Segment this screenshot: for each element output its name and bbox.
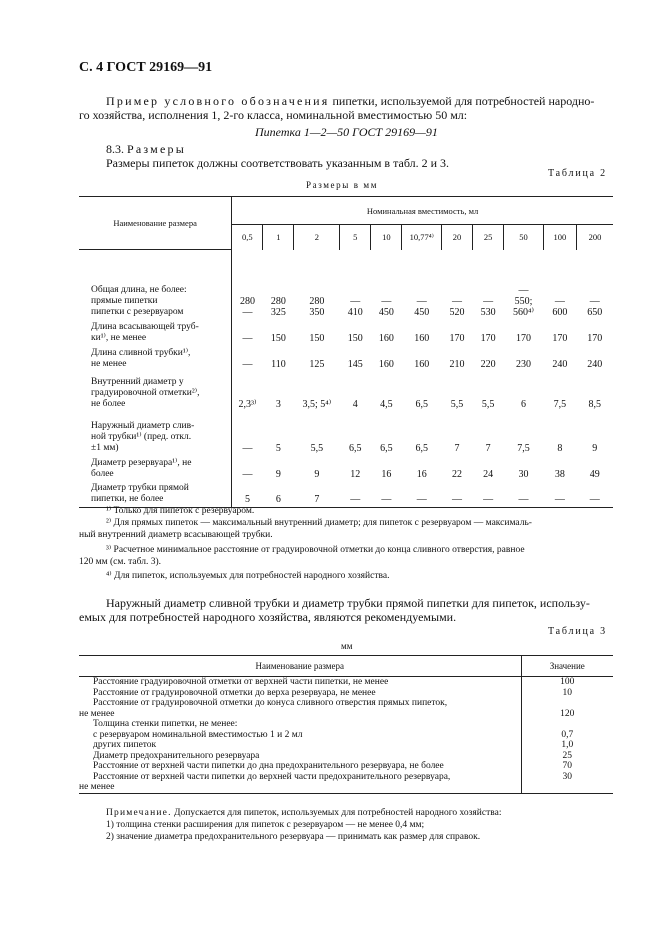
table3-row (79, 740, 613, 751)
table2-col-header: 200 (588, 232, 602, 243)
table2-cell: 6,5 (349, 442, 362, 454)
table2-row-name (79, 372, 232, 412)
table2-cell: 4 (352, 398, 358, 410)
table2-cell: 5,5 (450, 398, 464, 410)
table2-cell: 16 (381, 468, 392, 480)
table-2 (79, 196, 613, 508)
table2-cell: 8,5 (588, 398, 601, 410)
table2-cell: — 520 (449, 295, 465, 318)
section-number: 8.3. (106, 142, 124, 156)
table3-note-item-2: 2) значение диаметра предохранительного резервуара — принимать как размер для справок. (106, 832, 481, 842)
table2-cell: 210 (449, 358, 465, 370)
table2-row-name-line: не более (91, 398, 126, 409)
table3-row (79, 772, 613, 783)
table3-row-name: не менее (79, 709, 521, 720)
table2-cell: 240 (552, 358, 568, 370)
table2-cell: 7 (314, 494, 320, 505)
table2-row-name (79, 412, 232, 456)
table3-row (79, 698, 613, 709)
table2-row-name (79, 456, 232, 482)
table2-row-name-line: градуировочной отметки²⁾, (91, 387, 200, 398)
table3-row (79, 761, 613, 772)
table2-col-header: 2 (294, 225, 340, 250)
footnote-2a: ²⁾ Для прямых пипеток — максимальный внутренний диаметр; для пипеток с резервуаром — максималь- (106, 518, 532, 528)
example-line-2: го хозяйства, исполнения 1, 2-го класса, номинальной вместимостью 50 мл: (79, 108, 468, 122)
table2-cell: 7 (485, 442, 491, 454)
table2-cell: 7,5 (553, 398, 567, 410)
table2-col-header: 25 (473, 225, 504, 250)
table2-row-name-line: Длина сливной трубки¹⁾, (91, 347, 191, 358)
footnote-3b: 120 мм (см. табл. 3). (79, 557, 162, 567)
example-line-1 (106, 94, 594, 109)
table3-row (79, 709, 613, 720)
table2-cell: 150 (347, 332, 363, 344)
table2-cell: 160 (414, 332, 430, 344)
table3-row-value: 25 (562, 750, 572, 761)
section-title: Размеры (127, 142, 186, 156)
table3-row-value: 1,0 (561, 740, 574, 750)
table3-row-value (521, 719, 613, 730)
table2-row-name-line: ±1 мм) (91, 442, 119, 453)
page-header: С. 4 ГОСТ 29169—91 (79, 60, 213, 75)
table2-row-name (79, 250, 232, 320)
table2-cell: 4,5 (380, 398, 393, 410)
table2-row-name (79, 346, 232, 372)
table3-row-value: 0,7 (561, 729, 574, 740)
table2-cell: 160 (378, 332, 394, 344)
table3-row (79, 677, 613, 688)
table2-cell: 3,5; 5⁴⁾ (302, 398, 332, 410)
table3-row-value (521, 782, 613, 793)
table2-row (79, 482, 613, 508)
table2-col-header: 10 (371, 225, 402, 250)
table2-row-name-line: не менее (91, 358, 127, 369)
table2-col-header: 50 (504, 225, 543, 250)
table2-cell: 170 (587, 332, 603, 344)
table2-row-name-line: прямые пипетки (91, 295, 158, 306)
table2-row (79, 250, 613, 320)
table3-row (79, 782, 613, 793)
table2-row-name-line: ки¹⁾, не менее (91, 332, 147, 343)
footnote-1: ¹⁾ Только для пипеток с резервуаром. (106, 506, 255, 516)
table2-cell: 9 (592, 442, 598, 454)
table2-cell: 145 (347, 358, 363, 370)
table3-row-value: 70 (562, 761, 572, 771)
table3-name-header: Наименование размера (79, 656, 521, 677)
table2-row-name-line: Длина всасывающей труб- (91, 321, 199, 332)
table3-row-value: 100 (560, 677, 575, 687)
section-heading (106, 142, 186, 157)
table-3 (79, 655, 613, 794)
table3-row-value: 10 (562, 687, 572, 698)
table2-cell: — (350, 494, 361, 505)
table3-row-name: Диаметр предохранительного резервуара (79, 751, 521, 762)
table2-row (79, 412, 613, 456)
table2-row (79, 456, 613, 482)
table3-row (79, 688, 613, 699)
table2-cell: 170 (552, 332, 568, 344)
table2-cell: 38 (554, 468, 565, 480)
table2-cell: 12 (350, 468, 361, 480)
table2-cell: 150 (270, 332, 286, 344)
table2-cell: — 450 (414, 295, 430, 318)
table2-cell: — (416, 494, 427, 505)
table2-row-name-line: ной трубки¹⁾ (пред. откл. (91, 431, 192, 442)
table2-cell: 8 (557, 442, 563, 454)
table2-cell: 3 (275, 398, 281, 410)
table2-col-header: 100 (543, 225, 576, 250)
table3-label: Таблица 3 (548, 626, 607, 637)
table3-note-text: Допускается для пипеток, используемых для потребностей народного хозяйства: (171, 808, 502, 818)
table2-cell: 230 (515, 358, 531, 370)
table3-units: мм (341, 641, 353, 651)
table2-cell: 6,5 (415, 442, 428, 454)
table2-row (79, 346, 613, 372)
table2-cell: 6,5 (415, 398, 428, 410)
footnote-3a: ³⁾ Расчетное минимальное расстояние от градуировочной отметки до конца сливного отверстия, равное (106, 545, 525, 555)
table2-cell: 150 (309, 332, 325, 344)
table2-cell: 2,3³⁾ (238, 398, 257, 410)
table2-cell: 6 (520, 398, 526, 410)
table3-row-name: Расстояние от градуировочной отметки до верха резервуара, не менее (79, 688, 521, 699)
table3-note-item-1: 1) толщина стенки расширения для пипеток с резервуаром — не менее 0,4 мм; (106, 820, 425, 830)
table3-row-name: Расстояние от верхней части пипетки до верхней части предохранительного резервуара, (79, 772, 521, 783)
table3-row-name: Расстояние градуировочной отметки от верхней части пипетки, не менее (79, 677, 521, 688)
table2-cell: 160 (414, 358, 430, 370)
table2-cell: 6,5 (380, 442, 393, 454)
table2-group-header: Номинальная вместимость, мл (232, 197, 613, 225)
table2-row-name-line: более (91, 468, 114, 479)
table2-cell: 49 (589, 468, 600, 480)
table2-row-name-line: пипетки, не более (91, 494, 164, 504)
table2-cell: 280 — (240, 295, 255, 318)
table2-row-name-line: Общая длина, не более: (91, 284, 187, 295)
table3-note (106, 808, 501, 820)
table2-cell: — (452, 494, 463, 505)
table2-cell: 7 (454, 442, 460, 454)
table2-cell: — 530 (480, 295, 496, 318)
table2-row-name-line: Наружный диаметр слив- (91, 420, 195, 431)
table2-cell: — (589, 494, 600, 505)
table2-col-header: 20 (441, 225, 472, 250)
table2-cell: — 600 (552, 295, 568, 318)
table2-cell: 16 (416, 468, 427, 480)
table2-label: Таблица 2 (548, 168, 607, 179)
table2-cell: 9 (275, 468, 281, 480)
recommendation-line-2: емых для потребностей народного хозяйства, являются рекомендуемыми. (79, 610, 457, 624)
footnote-4: ⁴⁾ Для пипеток, используемых для потребностей народного хозяйства. (106, 571, 390, 581)
table3-row (79, 719, 613, 730)
table3-row-name: с резервуаром номинальной вместимостью 1 и 2 мл (79, 730, 521, 741)
table2-cell: — (518, 494, 529, 505)
table2-cell: — (381, 494, 392, 505)
table2-row-name-line: Внутренний диаметр у (91, 376, 184, 387)
table3-row-name: Расстояние от верхней части пипетки до дна предохранительного резервуара, не более (79, 761, 521, 772)
table2-cell: 5 (275, 442, 281, 454)
table2-cell: 6 (275, 494, 281, 505)
table3-row-name: Толщина стенки пипетки, не менее: (79, 719, 521, 730)
table3-row-name: других пипеток (79, 740, 521, 751)
footnote-2b: ный внутренний диаметр всасывающей трубки. (79, 530, 273, 540)
table2-cell: 7,5 (517, 442, 530, 454)
table2-row (79, 372, 613, 412)
table3-row (79, 730, 613, 741)
table2-row (79, 320, 613, 346)
table2-cell: — (242, 332, 253, 344)
example-text: пипетки, используемой для потребностей народно- (329, 94, 595, 108)
table2-cell: 5 (245, 494, 250, 505)
table2-cell: 240 (587, 358, 603, 370)
designation: Пипетка 1—2—50 ГОСТ 29169—91 (255, 125, 438, 139)
table2-units: Размеры в мм (306, 180, 379, 190)
table3-row-value: 30 (562, 771, 572, 782)
table2-cell: 170 (515, 332, 531, 344)
table2-row-name (79, 482, 232, 508)
example-heading: Пример условного обозначения (106, 94, 330, 108)
table2-cell: — (554, 494, 565, 505)
table2-row-name-line: Диаметр трубки прямой (91, 483, 189, 493)
table3-header-row (79, 656, 613, 677)
table2-col-header: 0,5 (232, 225, 263, 250)
table2-cell: 170 (480, 332, 496, 344)
table2-cell: — (242, 442, 253, 454)
table3-value-header: Значение (521, 656, 613, 677)
table2-cell: — (242, 358, 253, 370)
section-text: Размеры пипеток должны соответствовать указанным в табл. 2 и 3. (106, 156, 450, 170)
table2-cell: 170 (449, 332, 465, 344)
table3-row-name: не менее (79, 782, 521, 793)
table3-row (79, 751, 613, 762)
table2-cell: — (483, 494, 494, 505)
table3-row-name: Расстояние от градуировочной отметки до конуса сливного отверстия прямых пипеток, (79, 698, 521, 709)
table2-cell: 125 (309, 358, 325, 370)
table2-cell: — 550; 560⁴⁾ (513, 284, 534, 318)
table2-cell: 24 (483, 468, 494, 480)
table2-col-header: 10,77⁴⁾ (402, 225, 441, 250)
table2-cell: — 450 (378, 295, 394, 318)
table2-cell: 160 (378, 358, 394, 370)
table2-cell: 30 (518, 468, 529, 480)
table2-cell: — 410 (347, 295, 363, 318)
table2-row-name (79, 320, 232, 346)
table2-cell: 280 350 (309, 295, 325, 318)
table2-cell: 5,5 (481, 398, 495, 410)
table2-name-header: Наименование размера (79, 197, 232, 250)
recommendation-line-1: Наружный диаметр сливной трубки и диаметр трубки прямой пипетки для пипеток, использу- (106, 596, 590, 610)
table3-row-value (521, 698, 613, 709)
table2-cell: 110 (271, 358, 286, 370)
table2-cell: 22 (452, 468, 463, 480)
table2-cell: — (242, 468, 253, 480)
table2-cell: — 650 (587, 295, 603, 318)
table3-note-title: Примечание. (106, 808, 172, 818)
table2-cell: 280 325 (270, 295, 286, 318)
table2-row-name-line: Диаметр резервуара¹⁾, не (91, 457, 192, 468)
table2-row-name-line: пипетки с резервуаром (91, 306, 184, 317)
table3-row-value: 120 (560, 708, 575, 719)
table2-header-row (79, 197, 613, 225)
table2-cell: 220 (480, 358, 496, 370)
table2-col-header: 5 (340, 225, 371, 250)
table2-cell: 9 (314, 468, 320, 480)
table2-cell: 5,5 (310, 442, 324, 454)
table2-col-header: 1 (263, 225, 294, 250)
